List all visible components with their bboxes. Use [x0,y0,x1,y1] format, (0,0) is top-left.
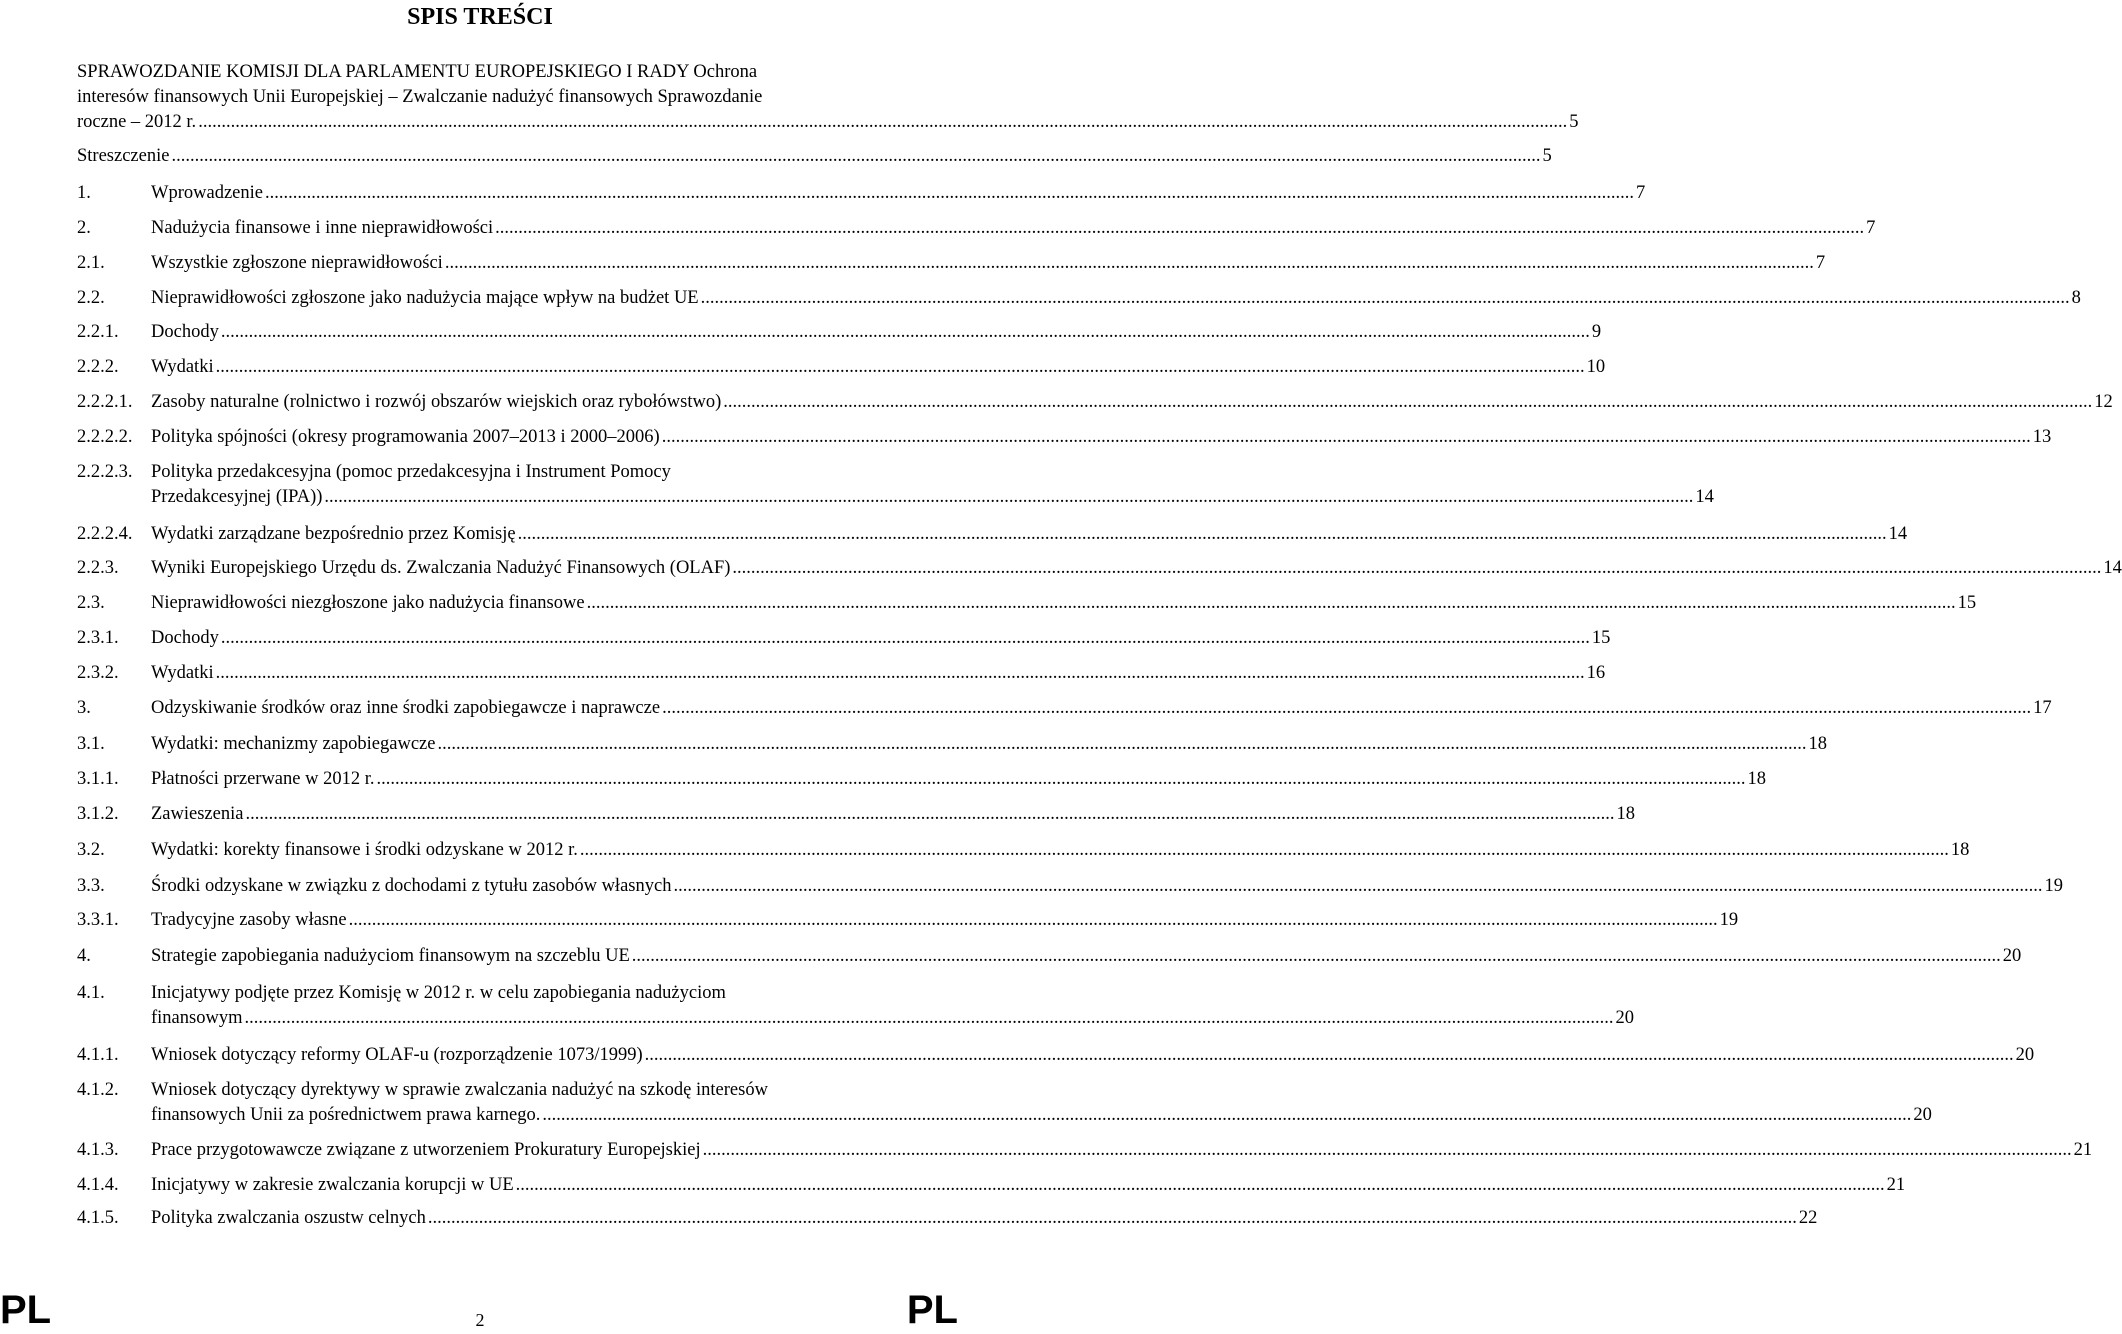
toc-entry[interactable] [77,425,2052,450]
dot-leader: ........................................................................................................................................................................................................................................................................................................ [700,288,2070,308]
toc-entry-page: 21 [2073,1140,2093,1160]
toc-entry[interactable] [77,181,1646,206]
toc-entry-title: Strategie zapobiegania nadużyciom finansowym na szczeblu UE [151,946,630,966]
toc-entry-page: 19 [2044,876,2063,896]
page-number: 2 [475,1310,485,1330]
toc-entry-title: Nieprawidłowości niezgłoszone jako nadużycia finansowe [151,593,585,613]
toc-entry[interactable] [77,732,1827,757]
toc-entry[interactable] [77,696,2052,721]
toc-entry-page: 14 [1695,487,1714,507]
toc-entry-number: 2.2.1. [77,322,119,342]
dot-leader: ........................................................................................................................................................................................................................................................................................................ [631,946,2001,966]
toc-entry-page: 20 [2002,946,2022,966]
toc-entry-number: 2.2.2.1. [77,392,133,412]
toc-entry-title: Dochody [151,628,219,648]
dot-leader: ........................................................................................................................................................................................................................................................................................................ [220,628,1590,648]
toc-entry-title: Tradycyjne zasoby własne [151,910,347,930]
dot-leader: ........................................................................................................................................................................................................................................................................................................ [579,840,1949,860]
dot-leader: ........................................................................................................................................................................................................................................................................................................ [215,357,1585,377]
toc-entry-page: 7 [1866,218,1876,238]
toc-entry-number: 2.3.1. [77,628,119,648]
dot-leader: ........................................................................................................................................................................................................................................................................................................ [723,392,2093,412]
toc-entry-title-line: SPRAWOZDANIE KOMISJI DLA PARLAMENTU EUROPEJSKIEGO I RADY Ochrona [77,62,758,82]
toc-entry-title: Prace przygotowawcze związane z utworzeniem Prokuratury Europejskiej [151,1140,701,1160]
dot-leader: ........................................................................................................................................................................................................................................................................................................ [244,1008,1614,1028]
toc-entry-title: Środki odzyskane w związku z dochodami z tytułu zasobów własnych [151,876,672,896]
toc-entry[interactable] [77,1173,1906,1198]
toc-entry-number: 3.3. [77,876,105,896]
language-code-right: PL [906,1288,958,1332]
toc-entry[interactable] [77,1078,1932,1128]
toc-entry-number: 2.2.3. [77,558,119,578]
toc-entry-page: 20 [1913,1105,1932,1125]
toc-entry-page: 14 [2103,558,2122,578]
toc-entry-title: Dochody [151,322,219,342]
toc-entry-page: 15 [1957,593,1977,613]
toc-entry[interactable] [77,1206,1818,1231]
toc-entry-number: 4.1.4. [77,1175,119,1195]
toc-entry-page: 18 [1950,840,1970,860]
toc-entry-title: Streszczenie [77,146,170,166]
toc-entry-title: Wydatki zarządzane bezpośrednio przez Komisję [151,524,516,544]
dot-leader: ........................................................................................................................................................................................................................................................................................................ [324,487,1694,507]
toc-entry-page: 18 [1747,769,1766,789]
toc-entry-title: Wszystkie zgłoszone nieprawidłowości [151,253,443,273]
toc-entry-number: 3. [77,698,91,718]
toc-entry[interactable] [77,908,1739,933]
toc-entry-page: 17 [2033,698,2052,718]
toc-entry-title: Nadużycia finansowe i inne nieprawidłowości [151,218,494,238]
toc-entry-page: 18 [1808,734,1827,754]
toc-entry-page: 19 [1719,910,1739,930]
dot-leader: ........................................................................................................................................................................................................................................................................................................ [515,1175,1885,1195]
toc-entry-page: 5 [1542,146,1552,166]
toc-entry-number: 2.2.2.2. [77,427,133,447]
dot-leader: ........................................................................................................................................................................................................................................................................................................ [673,876,2043,896]
toc-entry[interactable] [77,460,1714,510]
toc-entry-page: 14 [1888,524,1908,544]
toc-entry-number: 4.1.1. [77,1045,119,1065]
toc-title: SPIS TREŚCI [407,4,553,30]
toc-entry-title: Płatności przerwane w 2012 r. [151,769,375,789]
dot-leader: ........................................................................................................................................................................................................................................................................................................ [586,593,1956,613]
toc-entry[interactable] [77,661,1606,686]
toc-entry-number: 2.3.2. [77,663,119,683]
dot-leader: ........................................................................................................................................................................................................................................................................................................ [264,183,1634,203]
toc-entry-page: 22 [1798,1208,1818,1228]
dot-leader: ........................................................................................................................................................................................................................................................................................................ [348,910,1718,930]
toc-entry-title: finansowym [151,1008,243,1028]
toc-entry-title-line: interesów finansowych Unii Europejskiej – Zwalczanie nadużyć finansowych Sprawozdanie [77,87,763,107]
toc-entry-title-line: Wniosek dotyczący dyrektywy w sprawie zwalczania nadużyć na szkodę interesów [151,1080,768,1100]
toc-entry[interactable] [77,1043,2035,1068]
toc-entry[interactable] [77,144,1552,169]
toc-entry[interactable] [77,355,1606,380]
toc-entry[interactable] [77,981,1634,1031]
dot-leader: ........................................................................................................................................................................................................................................................................................................ [662,698,2032,718]
toc-entry[interactable] [77,591,1977,616]
toc-entry-title: Polityka spójności (okresy programowania 2007–2013 i 2000–2006) [151,427,660,447]
dot-leader: ........................................................................................................................................................................................................................................................................................................ [702,1140,2072,1160]
toc-entry-title: Wprowadzenie [151,183,263,203]
toc-entry-title-line: Polityka przedakcesyjna (pomoc przedakcesyjna i Instrument Pomocy [151,462,671,482]
dot-leader: ........................................................................................................................................................................................................................................................................................................ [427,1208,1797,1228]
toc-entry-page: 20 [1615,1008,1634,1028]
toc-entry-title: Wniosek dotyczący reformy OLAF-u (rozporządzenie 1073/1999) [151,1045,643,1065]
toc-entry-title: Wydatki: korekty finansowe i środki odzyskane w 2012 r. [151,840,578,860]
toc-entry[interactable] [77,626,1611,651]
toc-entry-title: finansowych Unii za pośrednictwem prawa karnego. [151,1105,541,1125]
dot-leader: ........................................................................................................................................................................................................................................................................................................ [245,804,1615,824]
toc-entry[interactable] [77,251,1826,276]
toc-entry-page: 16 [1586,663,1606,683]
toc-entry-title: Zasoby naturalne (rolnictwo i rozwój obszarów wiejskich oraz rybołówstwo) [151,392,722,412]
toc-entry-number: 3.2. [77,840,105,860]
toc-entry-number: 2.2. [77,288,105,308]
toc-entry-number: 3.1. [77,734,105,754]
dot-leader: ........................................................................................................................................................................................................................................................................................................ [517,524,1887,544]
toc-entry-title: Odzyskiwanie środków oraz inne środki zapobiegawcze i naprawcze [151,698,661,718]
toc-entry[interactable] [77,390,2113,415]
toc-entry-title: Nieprawidłowości zgłoszone jako nadużycia mające wpływ na budżet UE [151,288,699,308]
toc-entry[interactable] [77,556,2122,581]
toc-entry-page: 9 [1591,322,1602,342]
toc-entry-number: 4.1.3. [77,1140,119,1160]
toc-entry-number: 2.1. [77,253,105,273]
dot-leader: ........................................................................................................................................................................................................................................................................................................ [437,734,1807,754]
toc-entry-page: 21 [1886,1175,1906,1195]
dot-leader: ........................................................................................................................................................................................................................................................................................................ [376,769,1746,789]
dot-leader: ........................................................................................................................................................................................................................................................................................................ [444,253,1814,273]
toc-entry-title: Inicjatywy w zakresie zwalczania korupcji w UE [151,1175,514,1195]
toc-entry-title: Wydatki [151,357,214,377]
toc-entry-number: 2.2.2.4. [77,524,133,544]
toc-entry[interactable] [77,802,1635,827]
toc-entry-number: 4.1. [77,983,105,1003]
toc-entry-title: Zawieszenia [151,804,244,824]
toc-entry[interactable] [77,944,2022,969]
toc-entry[interactable] [77,320,1602,345]
toc-entry[interactable] [77,767,1766,792]
toc-entry-number: 4.1.2. [77,1080,119,1100]
toc-entry-page: 15 [1591,628,1611,648]
toc-entry-title: Wydatki [151,663,214,683]
toc-entry-number: 1. [77,183,91,203]
dot-leader: ........................................................................................................................................................................................................................................................................................................ [220,322,1590,342]
toc-entry[interactable] [77,286,2081,311]
toc-entry-number: 3.1.1. [77,769,119,789]
dot-leader: ........................................................................................................................................................................................................................................................................................................ [215,663,1585,683]
dot-leader: ........................................................................................................................................................................................................................................................................................................ [171,146,1541,166]
toc-entry[interactable] [77,838,1970,863]
toc-entry-number: 2.2.2.3. [77,462,133,482]
toc-entry-title: Polityka zwalczania oszustw celnych [151,1208,426,1228]
toc-entry-title: Wyniki Europejskiego Urzędu ds. Zwalczania Nadużyć Finansowych (OLAF) [151,558,731,578]
toc-entry-page: 18 [1616,804,1635,824]
toc-entry[interactable] [77,874,2063,899]
toc-entry-number: 2.3. [77,593,105,613]
dot-leader: ........................................................................................................................................................................................................................................................................................................ [542,1105,1912,1125]
dot-leader: ........................................................................................................................................................................................................................................................................................................ [198,112,1568,132]
toc-entry[interactable] [77,60,1579,135]
toc-entry-number: 3.3.1. [77,910,119,930]
toc-entry-number: 3.1.2. [77,804,119,824]
toc-entry-number: 2.2.2. [77,357,119,377]
toc-entry-number: 4.1.5. [77,1208,119,1228]
dot-leader: ........................................................................................................................................................................................................................................................................................................ [732,558,2102,578]
toc-entry-page: 20 [2015,1045,2035,1065]
toc-entry-page: 7 [1815,253,1826,273]
toc-entry-title: Przedakcesyjnej (IPA)) [151,487,323,507]
toc-entry[interactable] [77,522,1908,547]
dot-leader: ........................................................................................................................................................................................................................................................................................................ [644,1045,2014,1065]
toc-entry[interactable] [77,1138,2093,1163]
toc-entry-page: 13 [2032,427,2052,447]
toc-entry-title: Wydatki: mechanizmy zapobiegawcze [151,734,436,754]
language-code-left: PL [0,1288,52,1332]
dot-leader: ........................................................................................................................................................................................................................................................................................................ [661,427,2031,447]
toc-entry[interactable] [77,216,1876,241]
toc-entry-title-line: Inicjatywy podjęte przez Komisję w 2012 r. w celu zapobiegania nadużyciom [151,983,726,1003]
toc-entry-number: 2. [77,218,91,238]
toc-entry-page: 12 [2094,392,2113,412]
toc-entry-number: 4. [77,946,91,966]
toc-entry-page: 5 [1569,112,1579,132]
dot-leader: ........................................................................................................................................................................................................................................................................................................ [495,218,1865,238]
toc-entry-page: 7 [1635,183,1646,203]
toc-entry-title: roczne – 2012 r. [77,112,197,132]
toc-entry-page: 8 [2071,288,2081,308]
toc-entry-page: 10 [1586,357,1606,377]
